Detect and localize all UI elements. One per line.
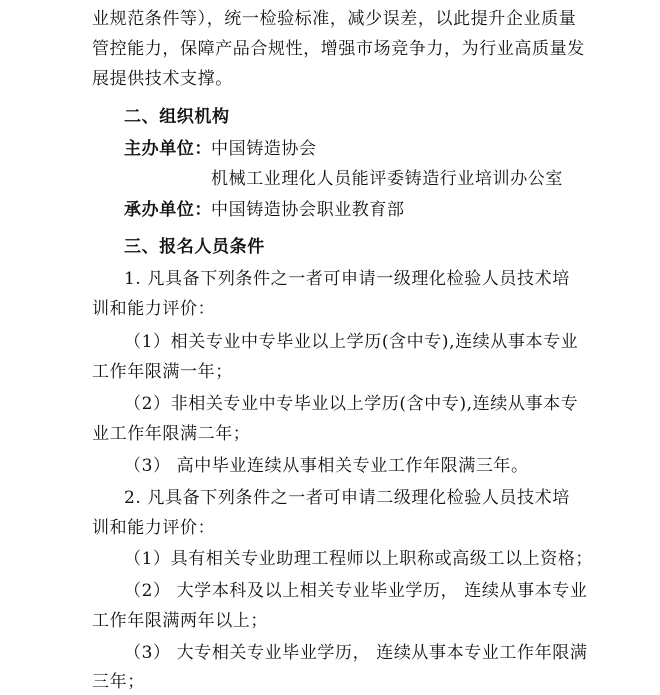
item1-sub1-line-1: （1）相关专业中专毕业以上学历(含中专),连续从事本专业 [124, 332, 579, 352]
item1-line-2: 训和能力评价： [92, 299, 216, 319]
host-org-1: 中国铸造协会 [211, 139, 317, 159]
intro-line-3: 展提供技术支撑。 [92, 69, 233, 89]
section3-heading: 三、报名人员条件 [124, 237, 265, 257]
item1-sub3: （3） 高中毕业连续从事相关专业工作年限满三年。 [124, 456, 529, 476]
organizer-org: 中国铸造协会职业教育部 [211, 200, 405, 220]
item2-sub1: （1）具有相关专业助理工程师以上职称或高级工以上资格； [124, 549, 594, 569]
intro-line-2: 管控能力，保障产品合规性，增强市场竞争力，为行业高质量发 [92, 39, 585, 59]
item1-sub2-line-1: （2）非相关专业中专毕业以上学历(含中专),连续从事本专 [124, 394, 579, 414]
item1-sub1-line-2: 工作年限满一年； [92, 362, 233, 382]
item2-sub2-line-2: 工作年限满两年以上； [92, 611, 268, 631]
item2-line-1: 2. 凡具备下列条件之一者可申请二级理化检验人员技术培 [124, 488, 570, 508]
organizer-label: 承办单位： [124, 200, 212, 220]
host-org-2: 机械工业理化人员能评委铸造行业培训办公室 [211, 169, 563, 189]
item1-line-1: 1. 凡具备下列条件之一者可申请一级理化检验人员技术培 [124, 269, 570, 289]
item2-line-2: 训和能力评价： [92, 518, 216, 538]
section2-heading: 二、组织机构 [124, 107, 230, 127]
host-label: 主办单位： [124, 139, 212, 159]
item2-sub2-line-1: （2） 大学本科及以上相关专业毕业学历， 连续从事本专业 [124, 581, 588, 601]
intro-line-1: 业规范条件等），统一检验标准，减少误差，以此提升企业质量 [92, 9, 577, 29]
item2-sub3-line-2: 三年； [92, 672, 145, 692]
item2-sub3-line-1: （3） 大专相关专业毕业学历， 连续从事本专业工作年限满 [124, 643, 588, 663]
item1-sub2-line-2: 业工作年限满二年； [92, 424, 251, 444]
